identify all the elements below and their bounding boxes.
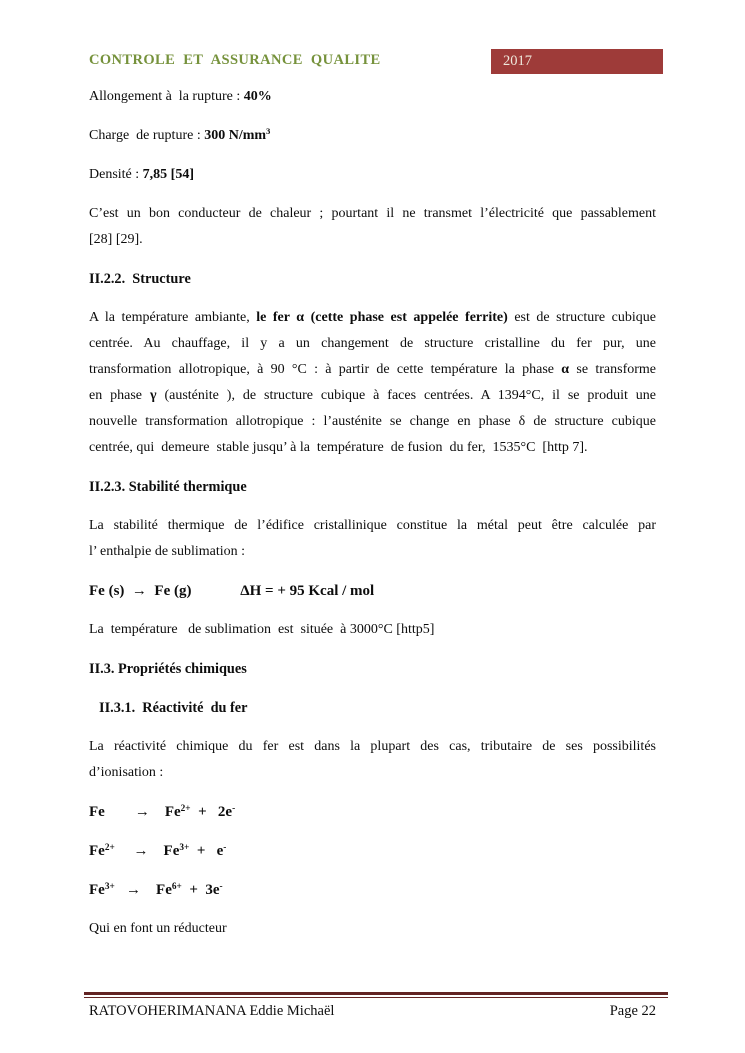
text-run: Fe xyxy=(89,882,105,898)
right-arrow-glyph: → xyxy=(134,804,150,820)
text-run: nouvelle transformation allotropique : l’austénite se change en phase δ de structure cubique xyxy=(89,414,656,429)
text-run: Fe xyxy=(89,804,135,820)
text-run: en phase xyxy=(89,388,150,403)
para-densite xyxy=(89,162,656,188)
text-line xyxy=(89,877,656,903)
text-line xyxy=(89,578,656,604)
footer-page-number: Page 22 xyxy=(609,1003,656,1019)
para-reducteur xyxy=(89,916,656,942)
text-run: Fe xyxy=(149,804,181,820)
text-run: C’est un bon conducteur de chaleur ; pourtant il ne transmet l’électricité que passablement xyxy=(89,206,656,221)
text-line xyxy=(89,383,656,409)
text-run: Fe xyxy=(141,882,172,898)
text-run: Qui en font un réducteur xyxy=(89,921,227,936)
text-line xyxy=(89,838,656,864)
para-stabilite xyxy=(89,513,656,565)
text-run: + 3e xyxy=(181,882,220,898)
text-line xyxy=(89,123,656,149)
text-run: Densité : xyxy=(89,167,143,182)
text-line xyxy=(89,656,656,682)
text-run: 3 xyxy=(266,126,271,137)
text-run: II.3.1. Réactivité du fer xyxy=(99,700,248,716)
year-label: 2017 xyxy=(503,53,532,69)
text-run: centrée. Au chauffage, il y a un changement de structure cristalline du fer pur, une xyxy=(89,336,656,351)
text-run: La stabilité thermique de l’édifice cristallinique constitue la métal peut être calculée par xyxy=(89,518,656,533)
text-line xyxy=(89,227,656,253)
text-line xyxy=(89,760,656,786)
text-run: II.2.3. Stabilité thermique xyxy=(89,479,247,495)
heading-II-3-1 xyxy=(89,695,656,721)
equation-ionisation-2 xyxy=(89,838,656,864)
equation-ionisation-1 xyxy=(89,799,656,825)
text-run: est de structure cubique xyxy=(507,310,656,325)
text-run: + e xyxy=(189,843,224,859)
para-charge-rupture xyxy=(89,123,656,149)
text-run: II.3. Propriétés chimiques xyxy=(89,661,247,677)
text-run: α xyxy=(561,362,570,377)
text-run xyxy=(115,882,126,898)
text-line xyxy=(89,435,656,461)
right-arrow-glyph: → xyxy=(126,882,142,898)
text-line xyxy=(89,734,656,760)
footer-row xyxy=(84,1001,668,1021)
text-run: 6+ xyxy=(171,881,182,892)
text-line xyxy=(89,916,656,942)
para-temperature-sublimation xyxy=(89,617,656,643)
text-run: La température de sublimation est située à 3000°C [http5] xyxy=(89,622,435,637)
text-line xyxy=(89,331,656,357)
text-run: (austénite ), de structure cubique à faces centrées. A 1394°C, il se produit une xyxy=(156,388,657,403)
text-line xyxy=(89,357,656,383)
document-body xyxy=(89,84,656,955)
text-run: [28] [29]. xyxy=(89,232,143,247)
text-run: le fer α (cette phase est appelée ferrite) xyxy=(256,310,508,325)
heading-II-2-3 xyxy=(89,474,656,500)
text-run: - xyxy=(223,842,227,853)
text-run: 7,85 [54] xyxy=(142,167,194,182)
text-run: 40% xyxy=(243,89,272,104)
text-line xyxy=(89,84,656,110)
document-title: CONTROLE ET ASSURANCE QUALITE xyxy=(89,52,381,68)
text-run: II.2.2. Structure xyxy=(89,271,191,287)
right-arrow-glyph: → xyxy=(131,583,147,599)
text-run: 300 N/mm xyxy=(204,128,267,143)
heading-II-2-2 xyxy=(89,266,656,292)
text-run: Fe xyxy=(89,843,105,859)
right-arrow-glyph: → xyxy=(133,843,149,859)
page-header xyxy=(89,49,663,75)
text-run: Allongement à la rupture : xyxy=(89,89,244,104)
text-line xyxy=(89,513,656,539)
text-run: Fe xyxy=(148,843,180,859)
text-run: Fe (g) ΔH = + 95 Kcal / mol xyxy=(146,583,375,599)
text-run: A la température ambiante, xyxy=(89,310,257,325)
text-run: 3+ xyxy=(104,881,115,892)
text-line xyxy=(89,474,656,500)
text-run: Charge de rupture : xyxy=(89,128,205,143)
text-line xyxy=(89,539,656,565)
text-run: La réactivité chimique du fer est dans la plupart des cas, tributaire de ses possibilités xyxy=(89,739,656,754)
equation-sublimation xyxy=(89,578,656,604)
text-run: - xyxy=(219,881,223,892)
text-run: 2+ xyxy=(180,803,191,814)
text-line xyxy=(89,305,656,331)
text-run: + 2e xyxy=(190,804,233,820)
para-structure xyxy=(89,305,656,461)
text-line xyxy=(89,409,656,435)
text-run: l’ enthalpie de sublimation : xyxy=(89,544,246,559)
text-line xyxy=(89,162,656,188)
text-run: transformation allotropique, à 90 °C : à partir de cette température la phase xyxy=(89,362,562,377)
para-conducteur xyxy=(89,201,656,253)
text-run: - xyxy=(232,803,236,814)
text-run: d’ionisation : xyxy=(89,765,164,780)
text-line xyxy=(89,201,656,227)
equation-ionisation-3 xyxy=(89,877,656,903)
text-line xyxy=(89,617,656,643)
para-allongement xyxy=(89,84,656,110)
text-run: se transforme xyxy=(569,362,656,377)
year-badge xyxy=(491,49,663,74)
page-footer xyxy=(84,992,668,1021)
text-run xyxy=(115,843,134,859)
heading-II-3 xyxy=(89,656,656,682)
text-run: Fe (s) xyxy=(89,583,132,599)
footer-author: RATOVOHERIMANANA Eddie Michaël xyxy=(89,1003,335,1019)
footer-divider xyxy=(84,992,668,998)
text-run: 2+ xyxy=(104,842,115,853)
text-run: centrée, qui demeure stable jusqu’ à la température de fusion du fer, 1535°C [http 7]. xyxy=(89,440,588,455)
text-line xyxy=(89,266,656,292)
text-line xyxy=(99,695,656,721)
text-run: γ xyxy=(149,388,157,403)
text-line xyxy=(89,799,656,825)
text-run: 3+ xyxy=(179,842,190,853)
para-reactivite xyxy=(89,734,656,786)
